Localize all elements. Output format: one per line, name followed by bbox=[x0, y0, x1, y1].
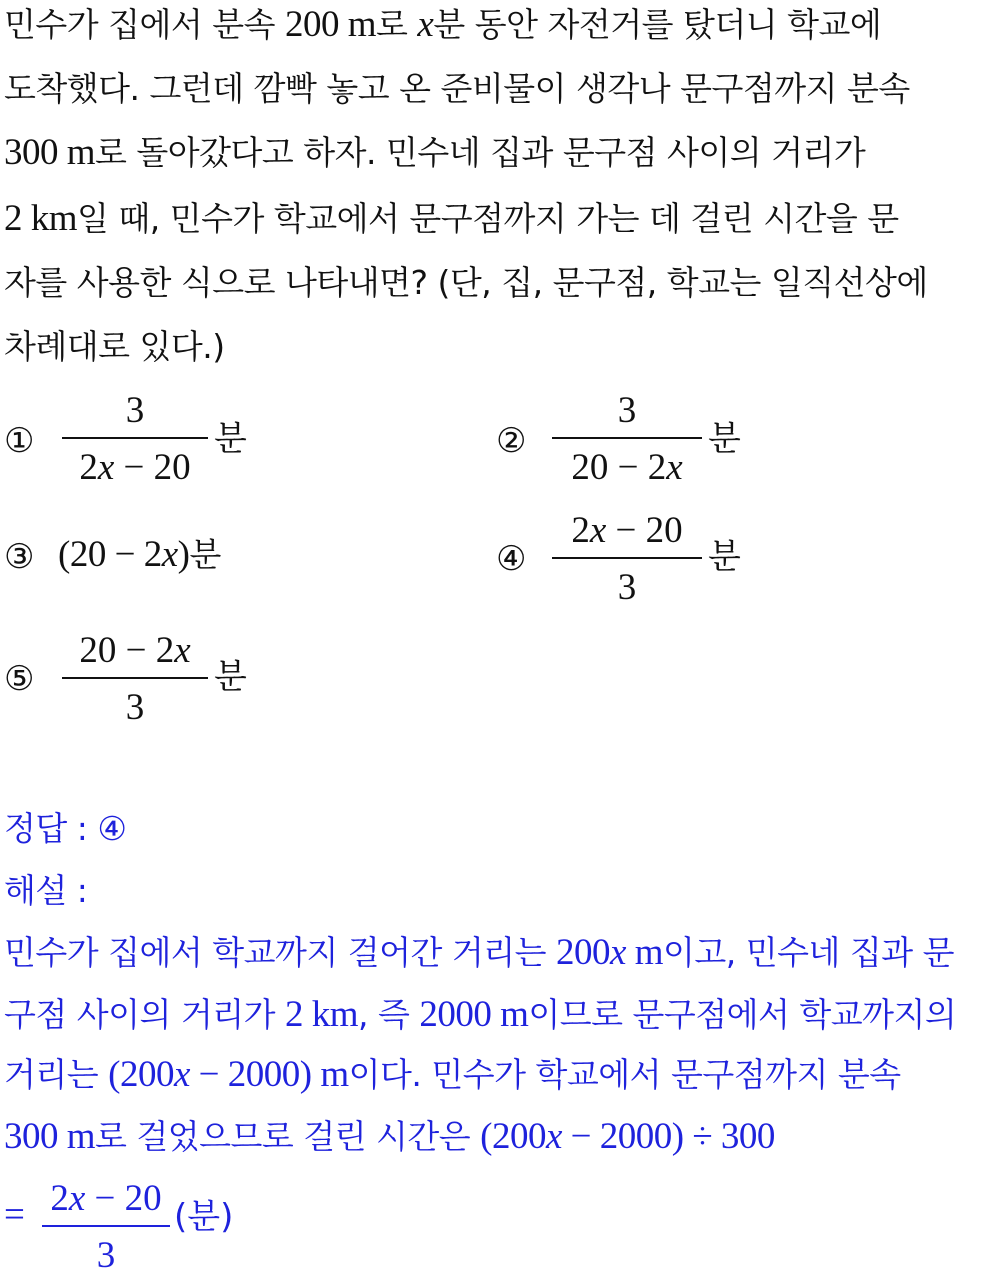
explanation-label: 해설 : bbox=[4, 871, 88, 910]
problem-line-5: 자를 사용한 식으로 나타내면? (단, 집, 문구점, 학교는 일직선상에 bbox=[4, 263, 928, 302]
option-2-fraction: 3 20 − 2x bbox=[552, 392, 702, 486]
option-2-marker: ② bbox=[496, 421, 527, 461]
option-4-marker: ④ bbox=[496, 539, 527, 579]
fraction-bar bbox=[62, 677, 208, 679]
problem-line-3: 300 m로 돌아갔다고 하자. 민수네 집과 문구점 사이의 거리가 bbox=[4, 132, 866, 173]
answer-value: ④ bbox=[97, 809, 127, 848]
fraction-bar bbox=[42, 1225, 170, 1227]
option-5-unit: 분 bbox=[214, 657, 247, 697]
option-1-fraction: 3 2x − 20 bbox=[62, 392, 208, 486]
option-5-marker: ⑤ bbox=[4, 659, 35, 699]
option-4-unit: 분 bbox=[708, 537, 741, 577]
option-5-fraction: 20 − 2x 3 bbox=[62, 632, 208, 726]
explanation-unit: (분) bbox=[174, 1197, 234, 1237]
explanation-line-4: 300 m로 걸었으므로 걸린 시간은 (200x − 2000) ÷ 300 bbox=[4, 1116, 775, 1157]
problem-line-2: 도착했다. 그런데 깜빡 놓고 온 준비물이 생각나 문구점까지 분속 bbox=[4, 69, 910, 108]
option-3-unit: 분 bbox=[189, 535, 221, 574]
answer-line: 정답 : ④ bbox=[4, 809, 127, 848]
equals-sign: = bbox=[4, 1194, 25, 1235]
problem-line-1: 민수가 집에서 분속 200 m로 x분 동안 자전거를 탔더니 학교에 bbox=[4, 4, 882, 45]
option-3-expression: (20 − 2x)분 bbox=[58, 534, 221, 575]
explanation-fraction: 2x − 20 3 bbox=[42, 1180, 170, 1274]
problem-line-6: 차례대로 있다.) bbox=[4, 327, 225, 366]
option-4-fraction: 2x − 20 3 bbox=[552, 512, 702, 606]
fraction-bar bbox=[552, 557, 702, 559]
problem-line-4: 2 km일 때, 민수가 학교에서 문구점까지 가는 데 걸린 시간을 문 bbox=[4, 198, 899, 239]
option-2-unit: 분 bbox=[708, 419, 741, 459]
explanation-line-3: 거리는 (200x − 2000) m이다. 민수가 학교에서 문구점까지 분속 bbox=[4, 1054, 901, 1095]
fraction-bar bbox=[62, 437, 208, 439]
option-1-unit: 분 bbox=[214, 419, 247, 459]
explanation-line-1: 민수가 집에서 학교까지 걸어간 거리는 200x m이고, 민수네 집과 문 bbox=[4, 932, 954, 973]
fraction-bar bbox=[552, 437, 702, 439]
option-3-marker: ③ bbox=[4, 537, 35, 577]
explanation-line-2: 구점 사이의 거리가 2 km, 즉 2000 m이므로 문구점에서 학교까지의 bbox=[4, 994, 957, 1035]
option-1-marker: ① bbox=[4, 421, 35, 461]
